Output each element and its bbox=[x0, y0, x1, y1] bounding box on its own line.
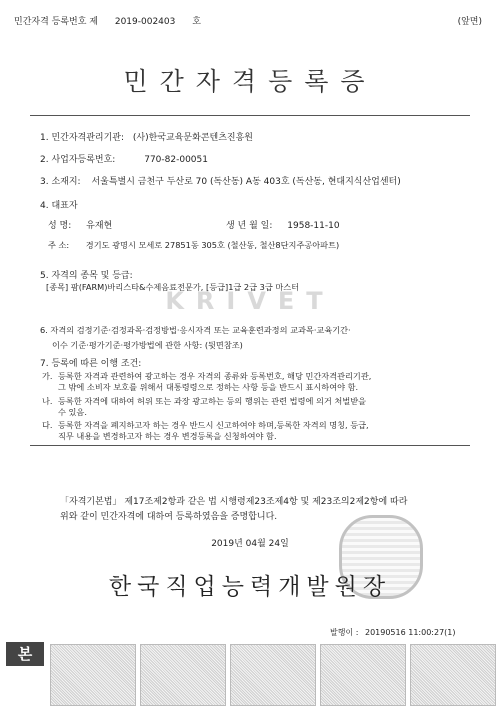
field1-label: 1. 민간자격관리기관: bbox=[40, 133, 125, 143]
condition-line: 그 밖에 소비자 보호를 위해서 대통령령으로 정하는 사항 등을 반드시 표시하여야 함. bbox=[58, 382, 359, 392]
field4-label: 4. 대표자 bbox=[40, 201, 78, 211]
divider bbox=[30, 445, 470, 446]
security-pattern bbox=[140, 644, 226, 706]
field2-label: 2. 사업자등록번호: bbox=[40, 155, 116, 165]
field2-value: 770-82-00051 bbox=[144, 155, 208, 165]
divider bbox=[30, 115, 470, 116]
condition-mark: 나. bbox=[42, 396, 53, 406]
issue-date: 2019년 04월 24일 bbox=[211, 539, 289, 549]
condition-line: 등록한 자격과 관련하여 광고하는 경우 자격의 종류와 등록번호, 해당 민간자격관리기관, bbox=[58, 371, 372, 381]
security-pattern bbox=[50, 644, 136, 706]
field5-label: 5. 자격의 종목 및 등급: bbox=[40, 271, 133, 281]
condition-line: 수 있음. bbox=[58, 407, 87, 417]
statement-line2: 위와 같이 민간자격에 대하여 등록하였음을 증명합니다. bbox=[60, 512, 278, 522]
security-pattern bbox=[320, 644, 406, 706]
dob-label: 생 년 월 일: bbox=[226, 221, 273, 231]
issuer-name: 한국직업능력개발원장 bbox=[108, 574, 392, 600]
krivet-watermark-logo bbox=[136, 288, 364, 314]
footer-label: 본 bbox=[6, 642, 44, 666]
condition-mark: 가. bbox=[42, 371, 53, 381]
field7-label: 7. 등록에 따른 이행 조건: bbox=[40, 359, 142, 369]
security-pattern bbox=[230, 644, 316, 706]
svg-text:KRIVET: KRIVET bbox=[165, 288, 335, 314]
field3-label: 3. 소재지: bbox=[40, 177, 81, 187]
field5-value: [종목] 팜(FARM)바리스타&수제음료전문가, [등급]1급 2급 3급 마스터 bbox=[46, 282, 300, 292]
registration-prefix: 민간자격 등록번호 제 bbox=[14, 17, 98, 27]
condition-line: 등록한 자격을 폐지하고자 하는 경우 반드시 신고하여야 하며,등록한 자격의 명칭, 등급, bbox=[58, 420, 369, 430]
name-label: 성 명: bbox=[48, 221, 72, 231]
condition-mark: 다. bbox=[42, 420, 53, 430]
registration-suffix: 호 bbox=[192, 17, 201, 27]
condition-line: 등록한 자격에 대하여 허위 또는 과장 광고하는 등의 행위는 관련 법령에 의거 처벌받을 bbox=[58, 396, 367, 406]
field6-line2: 이수 기준·평가기준·평가방법에 관한 사항: (뒷면참조) bbox=[52, 340, 243, 350]
issue-value: 20190516 11:00:27(1) bbox=[364, 628, 456, 637]
field3-value: 서울특별시 금천구 두산로 70 (독산동) A동 403호 (독산동, 현대지식산업센터) bbox=[91, 177, 401, 187]
registration-number: 2019-002403 bbox=[114, 17, 176, 27]
issue-label: 발행이 : bbox=[330, 628, 359, 637]
name-value: 유재현 bbox=[86, 221, 113, 231]
field1-value: (사)한국교육문화콘텐츠진흥원 bbox=[132, 133, 253, 143]
address-value: 경기도 광명시 모세로 27851동 305호 (철산동, 철산8단지주공아파트) bbox=[85, 240, 340, 250]
statement-line1: 「자격기본법」 제17조제2항과 같은 법 시행령제23조제4항 및 제23조의2제2항에 따라 bbox=[60, 497, 408, 507]
security-pattern bbox=[410, 644, 496, 706]
address-label: 주 소: bbox=[48, 240, 70, 250]
side-indicator: (앞면) bbox=[457, 17, 482, 27]
document-title: 민간자격등록증 bbox=[123, 67, 377, 96]
dob-value: 1958-11-10 bbox=[287, 221, 340, 231]
condition-line: 직무 내용을 변경하고자 하는 경우 변경등록을 신청하여야 함. bbox=[58, 431, 277, 441]
field6-line1: 6. 자격의 검정기준·검정과목·검정방법·응시자격 또는 교육훈련과정의 교과목·교육기간· bbox=[40, 325, 351, 335]
